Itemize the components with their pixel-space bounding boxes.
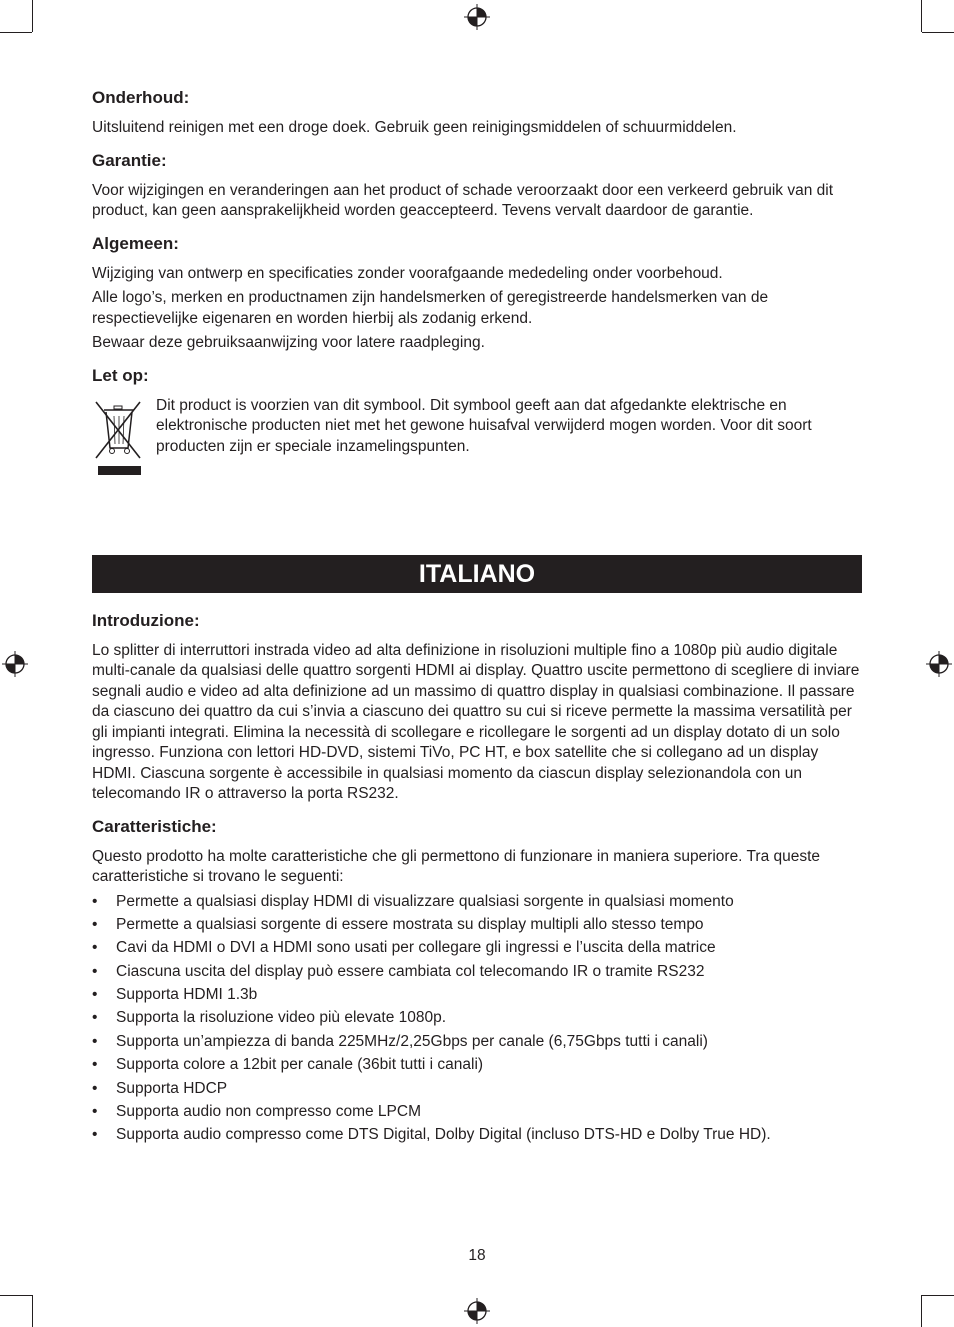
list-item: • Supporta audio non compresso come LPCM: [92, 1102, 862, 1123]
section-caratteristiche: [92, 816, 862, 1146]
section-heading: Introduzione:: [92, 610, 200, 630]
section-algemeen: [92, 233, 862, 354]
list-item: • Supporta la risoluzione video più elevate 1080p.: [92, 1008, 862, 1029]
language-banner: ITALIANO: [92, 555, 862, 593]
crop-mark-bottom-left-v: [32, 1295, 33, 1327]
section-paragraph: Lo splitter di interruttori instrada video ad alta definizione in risoluzioni multiple fino a 1080p più audio digitale multi-canale da qualsiasi delle quattro sorgenti HDMI ai display. Quattro uscite permettono di scegliere di inviare segnali audio e video ad alta definizione ad un massimo di quattro display in qualsiasi combinazione. Il passare da ciascuno dei quattro da cui s’invia a ciascuno dei quattro su cui si riceve permette la massima versatilità per gli impianti integrati. Elimina la necessità di scollegare e ricollegare le sorgenti ad un display dotato di un solo ingresso. Funziona con lettori HD-DVD, sistemi TiVo, PC HT, e box satellite che si collegano ad un display HDMI. Ciascuna sorgente è accessibile in qualsiasi momento da ciascun display selezionandola con un telecomando IR o attraverso la porta RS232.: [92, 641, 860, 802]
crop-mark-top-right-v: [921, 0, 922, 32]
weee-notice: [92, 396, 862, 481]
crop-mark-bottom-right-h: [922, 1295, 954, 1296]
section-heading: Algemeen:: [92, 233, 179, 253]
section-paragraph: Wijziging van ontwerp en specificaties zonder voorafgaande mededeling onder voorbehoud.: [92, 264, 723, 282]
section-introduzione: [92, 610, 862, 805]
section-heading: Let op:: [92, 365, 149, 385]
section-paragraph: Questo prodotto ha molte caratteristiche che gli permettono di funzionare in maniera superiore. Tra queste caratteristiche si trovano le seguenti:: [92, 847, 821, 885]
list-item: • Cavi da HDMI o DVI a HDMI sono usati per collegare gli ingressi e l’uscita della matrice: [92, 938, 862, 959]
feature-list: [92, 892, 862, 1146]
list-item: • Supporta HDCP: [92, 1079, 862, 1100]
list-item: • Supporta audio compresso come DTS Digital, Dolby Digital (incluso DTS-HD e Dolby True HD).: [92, 1125, 862, 1146]
section-let-op: [92, 365, 862, 481]
registration-mark-icon: [464, 4, 490, 30]
page-content: [92, 87, 862, 1157]
list-item: • Supporta un’ampiezza di banda 225MHz/2,25Gbps per canale (6,75Gbps tutti i canali): [92, 1032, 862, 1053]
section-heading: Caratteristiche:: [92, 816, 217, 836]
list-item: • Permette a qualsiasi sorgente di essere mostrata su display multipli allo stesso tempo: [92, 915, 862, 936]
section-paragraph: Voor wijzigingen en veranderingen aan het product of schade veroorzaakt door een verkeerd gebruik van dit product, kan geen aansprakelijkheid worden geaccepteerd. Tevens vervalt daardoor de garantie.: [92, 181, 834, 219]
registration-mark-icon: [464, 1298, 490, 1324]
section-paragraph: Bewaar deze gebruiksaanwijzing voor latere raadpleging.: [92, 334, 485, 351]
crop-mark-bottom-right-v: [921, 1295, 922, 1327]
section-heading: Onderhoud:: [92, 88, 190, 107]
section-paragraph: Alle logo’s, merken en productnamen zijn handelsmerken of geregistreerde handelsmerken van de respectievelijke eigenaren en worden hierbij als zodanig erkend.: [92, 289, 769, 327]
section-heading: Garantie:: [92, 150, 167, 170]
section-onderhoud: [92, 87, 862, 139]
list-item: • Supporta colore a 12bit per canale (36bit tutti i canali): [92, 1055, 862, 1076]
list-item: • Permette a qualsiasi display HDMI di visualizzare qualsiasi sorgente in qualsiasi momento: [92, 892, 862, 913]
section-garantie: [92, 150, 862, 222]
list-item: • Ciascuna uscita del display può essere cambiata col telecomando IR o tramite RS232: [92, 962, 862, 983]
crossed-out-wheelie-bin-icon: [92, 396, 156, 481]
crop-mark-bottom-left-h: [0, 1295, 32, 1296]
section-paragraph: Uitsluitend reinigen met een droge doek. Gebruik geen reinigingsmiddelen of schuurmiddelen.: [92, 119, 737, 136]
crop-mark-top-left-v: [32, 0, 33, 32]
page-number: 18: [468, 1247, 486, 1264]
registration-mark-icon: [2, 651, 28, 677]
crop-mark-top-right-h: [922, 32, 954, 33]
crop-mark-top-left-h: [0, 32, 32, 33]
weee-notice-text: Dit product is voorzien van dit symbool. Dit symbool geeft aan dat afgedankte elektrische en elektronische producten niet met het gewone huisafval verwijderd mogen worden. Voor dit soort producten zijn er speciale inzamelingspunten.: [156, 396, 812, 455]
list-item: • Supporta HDMI 1.3b: [92, 985, 862, 1006]
registration-mark-icon: [926, 651, 952, 677]
